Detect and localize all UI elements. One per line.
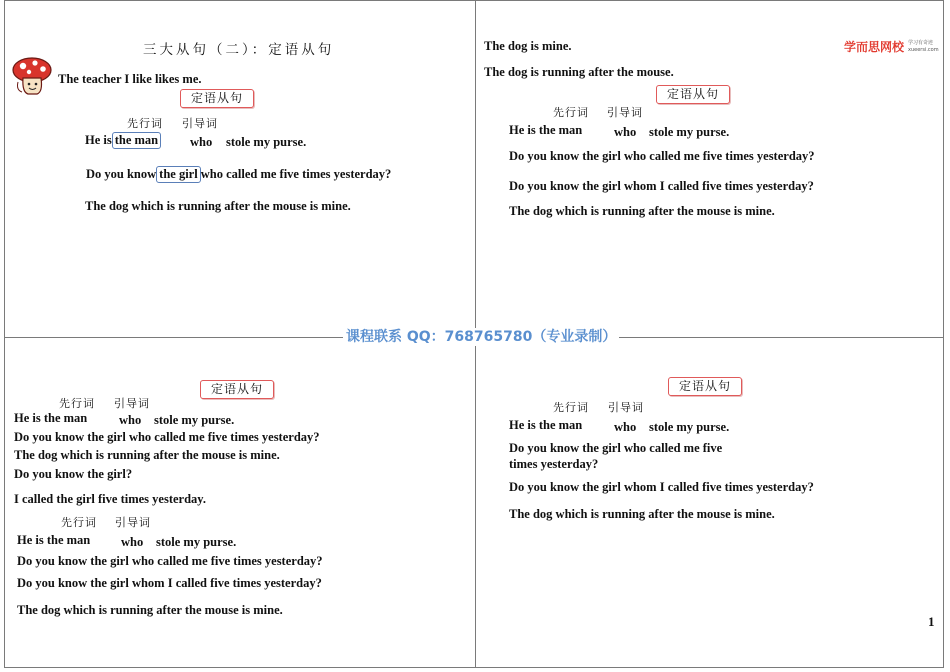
q3-man: He is the man	[14, 411, 88, 425]
q2-sentence-a: Do you know the girl who called me five times yesterday?	[509, 149, 815, 163]
q2-line2: The dog is running after the mouse.	[484, 65, 674, 79]
q4-sentence-c: The dog which is running after the mouse is mine.	[509, 507, 775, 521]
page-number: 1	[928, 614, 935, 629]
q3-man-2: He is the man	[17, 533, 91, 547]
watermark: 课程联系 QQ：768765780（专业录制）	[343, 328, 619, 346]
sentence-man	[85, 132, 161, 149]
antecedent-label: 先行词	[127, 117, 163, 130]
sentence-girl-pre: Do you know	[86, 167, 157, 181]
q4-clause-tag: 定语从句	[668, 377, 742, 396]
q2-clause-tag: 定语从句	[656, 85, 730, 104]
sentence-dog: The dog which is running after the mouse is mine.	[85, 199, 351, 213]
q3-sentence-f: Do you know the girl whom I called five times yesterday?	[17, 576, 322, 590]
brand-logo	[844, 39, 938, 57]
clause-tag: 定语从句	[180, 89, 254, 108]
q2-man: He is the man	[509, 123, 583, 137]
q2-sentence-b: Do you know the girl whom I called five times yesterday?	[509, 179, 814, 193]
q4-antecedent-label: 先行词	[553, 401, 589, 414]
q2-line1: The dog is mine.	[484, 39, 572, 53]
q4-sentence-b: Do you know the girl whom I called five times yesterday?	[509, 480, 814, 494]
q3-sentence-e: Do you know the girl who called me five times yesterday?	[17, 554, 323, 568]
q3-stole-2: stole my purse.	[156, 535, 237, 549]
q2-sentence-c: The dog which is running after the mouse is mine.	[509, 204, 775, 218]
q4-sentence-a1: Do you know the girl who called me five	[509, 441, 723, 455]
q3-sentence-d: I called the girl five times yesterday.	[14, 492, 206, 506]
q3-sentence-g: The dog which is running after the mouse is mine.	[17, 603, 283, 617]
q2-who: who	[614, 125, 637, 139]
q4-man: He is the man	[509, 418, 583, 432]
q3-clause-tag: 定语从句	[200, 380, 274, 399]
page-title: 三大从句（二）：定语从句	[143, 42, 335, 58]
q3-antecedent-label-2: 先行词	[61, 516, 97, 529]
logo-text: 学而思网校	[844, 40, 905, 54]
q3-who-2: who	[121, 535, 144, 549]
sentence-man-rest: stole my purse.	[226, 135, 307, 149]
who-word: who	[190, 135, 213, 149]
q3-antecedent-label: 先行词	[59, 397, 95, 410]
relative-pronoun-label: 引导词	[182, 117, 218, 130]
q2-antecedent-label: 先行词	[553, 106, 589, 119]
q4-relative-label: 引导词	[608, 401, 644, 414]
q2-stole: stole my purse.	[649, 125, 730, 139]
q3-relative-label: 引导词	[114, 397, 150, 410]
q3-who: who	[119, 413, 142, 427]
q3-sentence-a: Do you know the girl who called me five times yesterday?	[14, 430, 320, 444]
q3-sentence-c: Do you know the girl?	[14, 467, 133, 481]
sentence-girl-rest: who called me five times yesterday?	[200, 167, 392, 181]
q4-who: who	[614, 420, 637, 434]
sentence-man-pre: He is	[85, 133, 112, 147]
sentence-girl	[86, 166, 391, 183]
antecedent-box-man: the man	[112, 132, 161, 149]
q4-sentence-a2: times yesterday?	[509, 457, 599, 471]
q4-stole: stole my purse.	[649, 420, 730, 434]
logo-domain: xueersi.com	[908, 47, 939, 53]
q3-relative-label-2: 引导词	[115, 516, 151, 529]
mushroom-icon	[10, 56, 54, 98]
antecedent-box-girl: the girl	[156, 166, 201, 183]
q3-sentence-b: The dog which is running after the mouse is mine.	[14, 448, 280, 462]
q3-stole: stole my purse.	[154, 413, 235, 427]
logo-slogan: 学习有奇迹	[908, 40, 934, 46]
example-sentence: The teacher I like likes me.	[58, 72, 202, 86]
q2-relative-label: 引导词	[607, 106, 643, 119]
